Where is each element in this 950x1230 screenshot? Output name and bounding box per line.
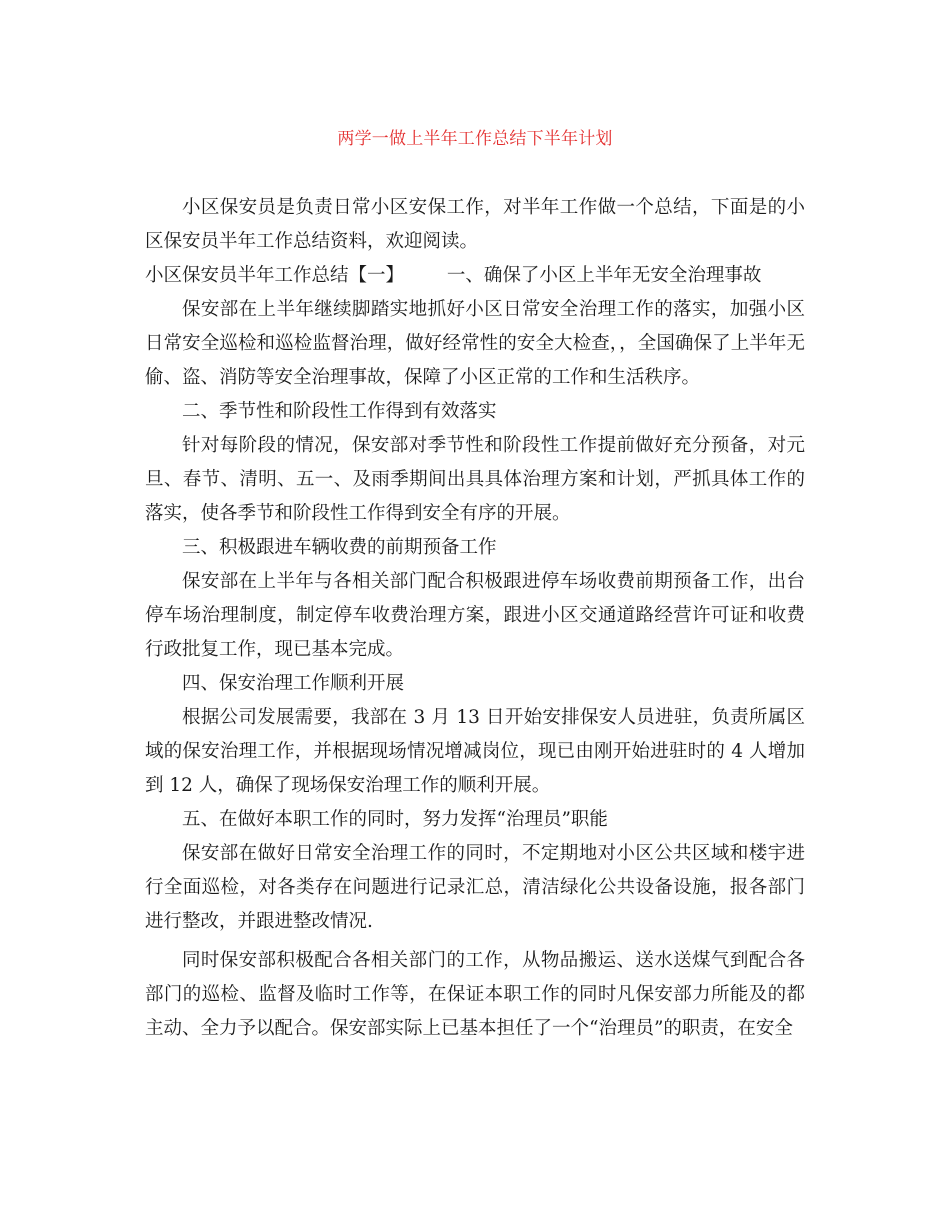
section-heading: 四、保安治理工作顺利开展 xyxy=(182,673,405,694)
document-title: 两学一做上半年工作总结下半年计划 xyxy=(337,129,613,149)
body-paragraph: 保安部在上半年继续脚踏实地抓好小区日常安全治理工作的落实，加强小区日常安全巡检和巡检监督治理，做好经常性的安全大检查，，全国确保了上半年无偷、盗、消防等安全治理事故，保障了小区正常的工作和生活秩序。 xyxy=(145,299,805,388)
body-paragraph: 保安部在上半年与各相关部门配合积极跟进停车场收费前期预备工作，出台停车场治理制度，制定停车收费治理方案，跟进小区交通道路经营许可证和收费行政批复工作，现已基本完成。 xyxy=(145,571,805,660)
body-paragraph: 同时保安部积极配合各相关部门的工作，从物品搬运、送水送煤气到配合各部门的巡检、监督及临时工作等，在保证本职工作的同时凡保安部力所能及的都主动、全力予以配合。保安部实际上已基本担任了一个“治理员”的职责，在安全 xyxy=(145,950,805,1039)
section-heading: 五、在做好本职工作的同时，努力发挥“治理员”职能 xyxy=(182,809,608,830)
body-paragraph: 保安部在做好日常安全治理工作的同时，不定期地对小区公共区域和楼宇进行全面巡检，对各类存在问题进行记录汇总，清洁绿化公共设备设施，报各部门进行整改，并跟进整改情况. xyxy=(145,843,805,932)
section-heading-line: 小区保安员半年工作总结【一】 一、确保了小区上半年无安全治理事故 xyxy=(145,265,762,286)
intro-paragraph: 小区保安员是负责日常小区安保工作，对半年工作做一个总结，下面是的小区保安员半年工作总结资料，欢迎阅读。 xyxy=(145,197,805,252)
body-paragraph: 根据公司发展需要，我部在 3 月 13 日开始安排保安人员进驻，负责所属区域的保安治理工作，并根据现场情况增减岗位，现已由刚开始进驻时的 4 人增加到 12 人，确保了现场保安治理工作的顺利开展。 xyxy=(145,707,805,796)
section-heading: 三、积极跟进车辆收费的前期预备工作 xyxy=(182,537,497,558)
body-paragraph: 针对每阶段的情况，保安部对季节性和阶段性工作提前做好充分预备，对元旦、春节、清明、五一、及雨季期间出具具体治理方案和计划，严抓具体工作的落实，使各季节和阶段性工作得到安全有序的开展。 xyxy=(145,435,805,524)
document-body xyxy=(145,191,805,1046)
section-heading: 二、季节性和阶段性工作得到有效落实 xyxy=(182,401,497,422)
